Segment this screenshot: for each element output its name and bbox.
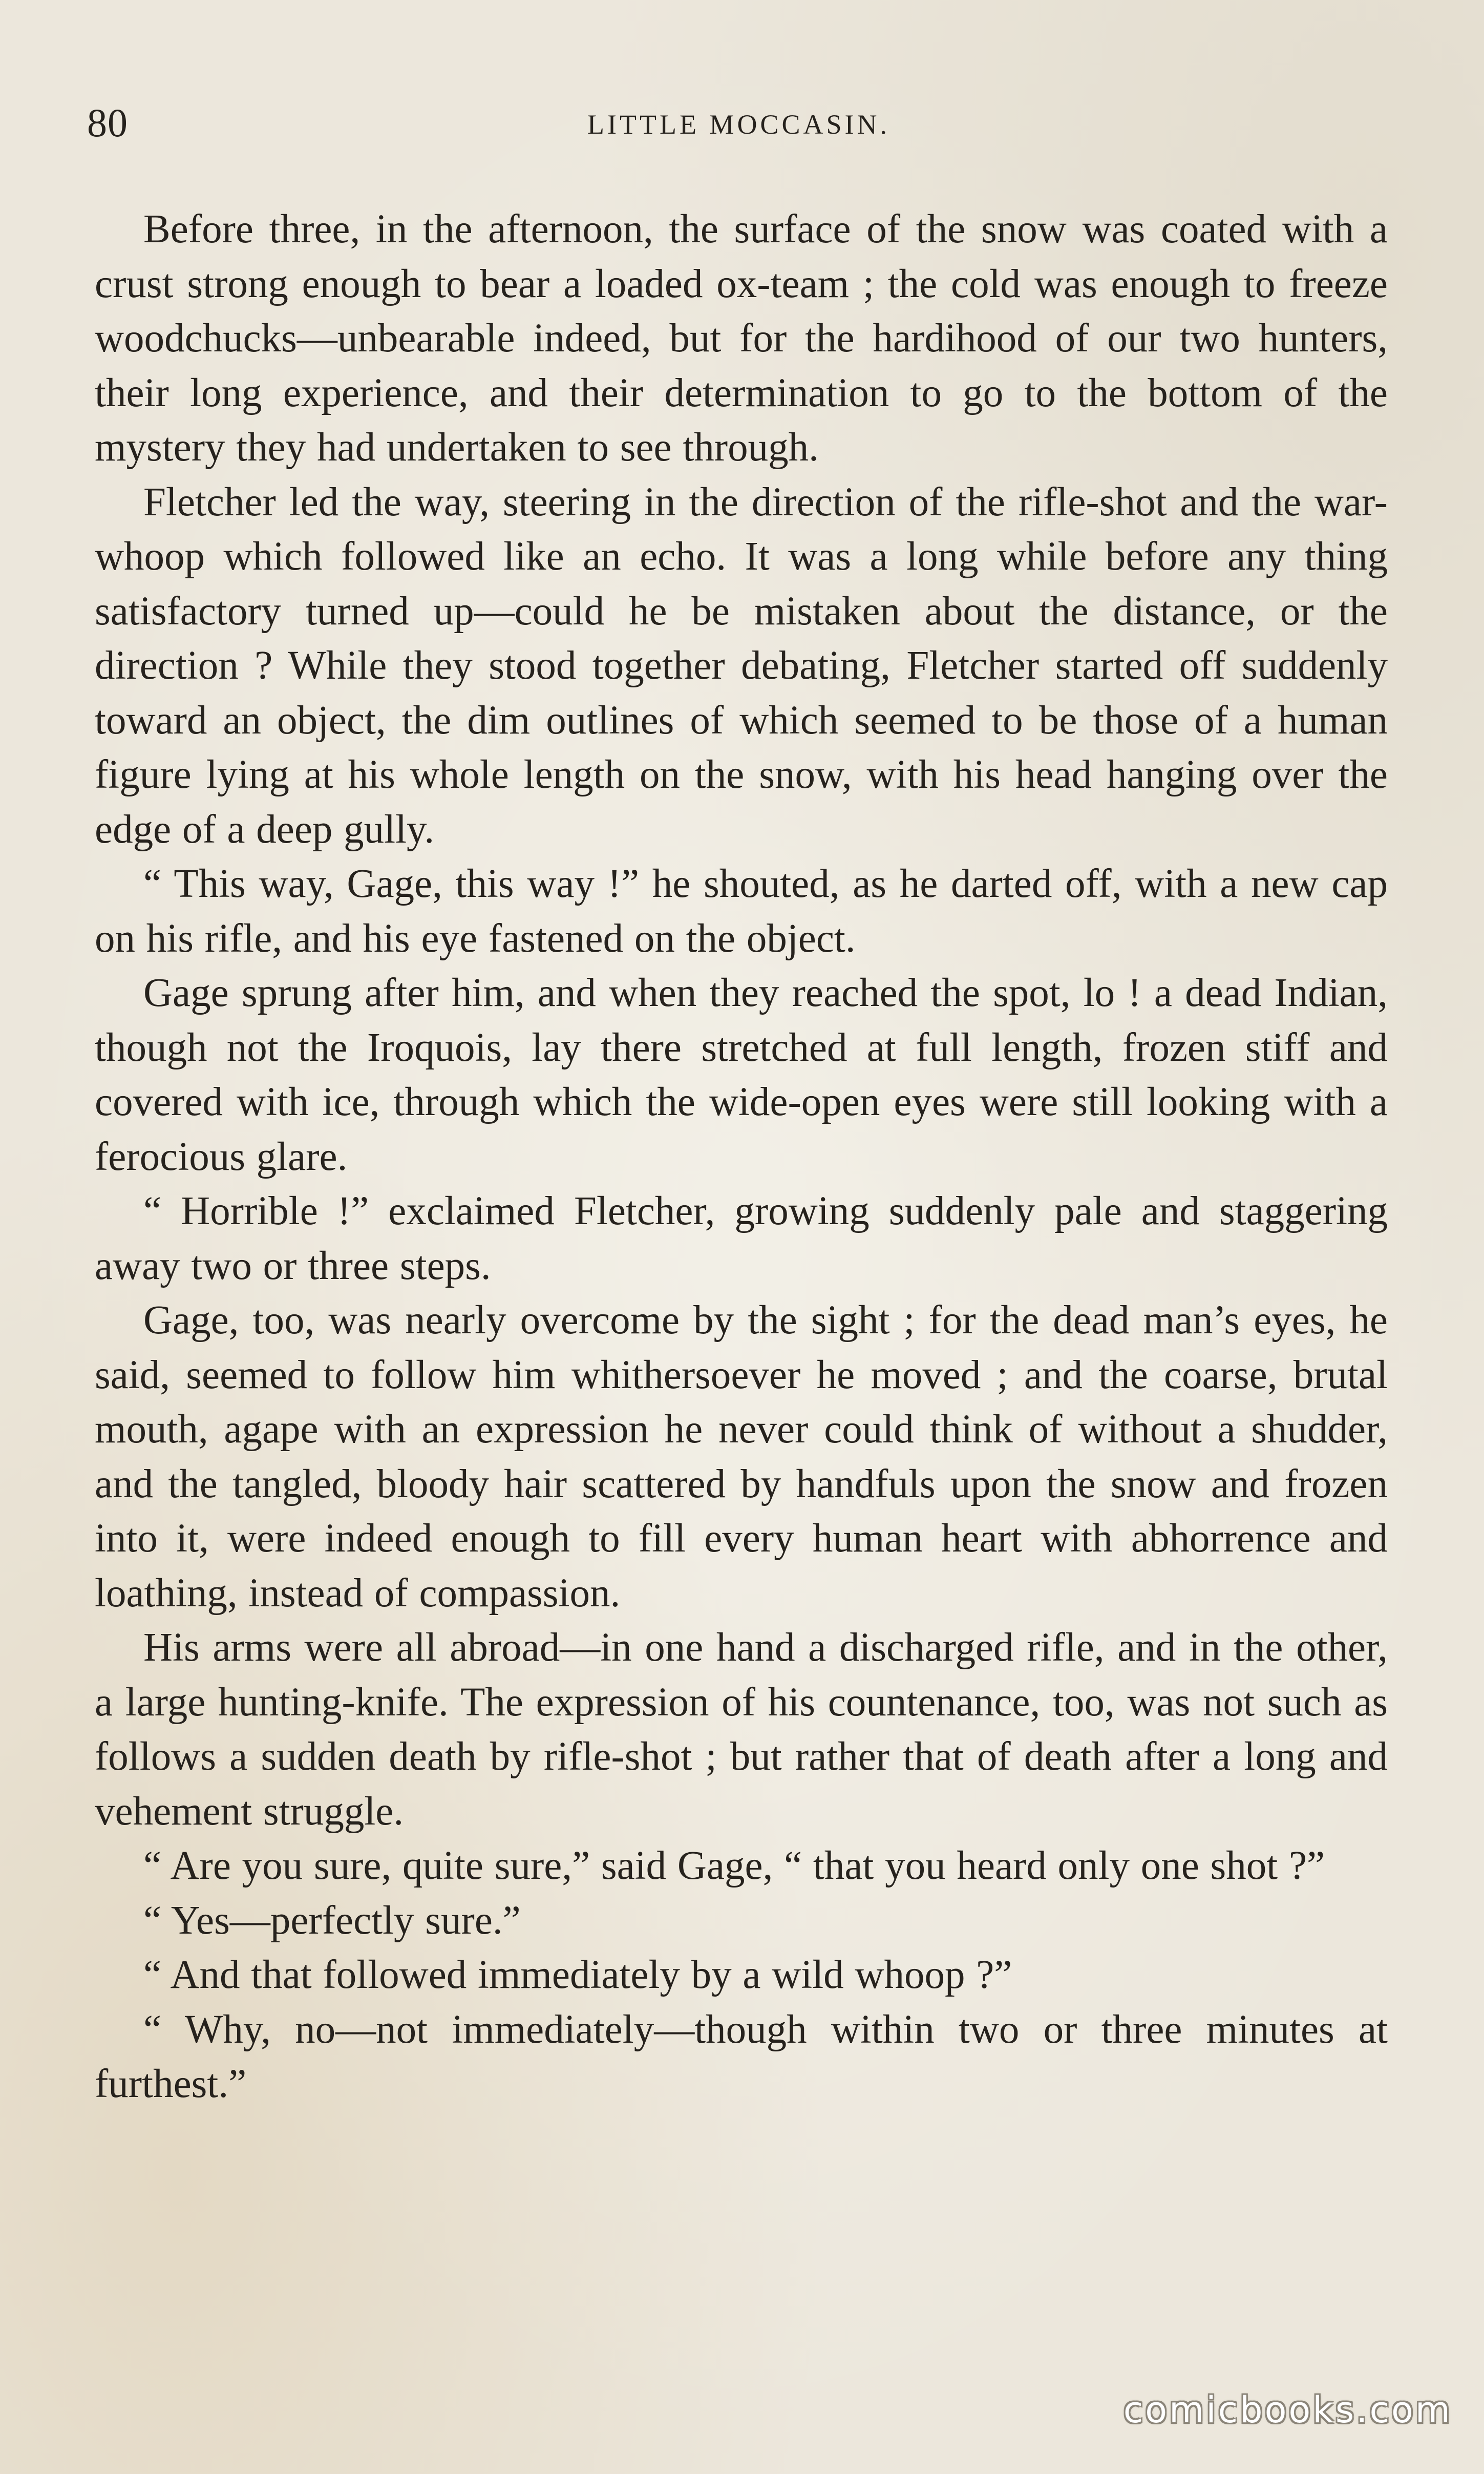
page-number: 80 <box>87 100 128 145</box>
paragraph: Fletcher led the way, steering in the direction of the rifle-shot and the war-whoop which followed like an echo. It was a long while before any thing satisfactory turned up—could he be mistaken about the distance, or the direction ? While they stood together debating, Fletcher started off suddenly toward an object, the dim outlines of which seemed to be those of a human figure lying at his whole length on the snow, with his head hanging over the edge of a deep gully. <box>95 479 1388 852</box>
paragraph: “ And that followed immediately by a wild whoop ?” <box>143 1953 1012 1997</box>
page-header <box>87 100 1390 146</box>
running-head: LITTLE MOCCASIN. <box>587 109 890 140</box>
paragraph: “ Yes—perfectly sure.” <box>143 1898 521 1943</box>
paragraph: Gage sprung after him, and when they reached the spot, lo ! a dead Indian, though not the Iroquois, lay there stretched at full length, frozen stiff and covered with ice, through which the wide-open eyes were still looking with a ferocious glare. <box>95 971 1388 1179</box>
paragraph: “ This way, Gage, this way !” he shouted, as he darted off, with a new cap on his rifle, and his eye fastened on the object. <box>95 862 1388 961</box>
paragraph: “ Why, no—not immediately—though within two or three minutes at furthest.” <box>95 2007 1388 2106</box>
paragraph: “ Horrible !” exclaimed Fletcher, growing suddenly pale and staggering away two or three steps. <box>95 1189 1388 1288</box>
paragraph: Gage, too, was nearly overcome by the sight ; for the dead man’s eyes, he said, seemed to follow him whithersoever he moved ; and the coarse, brutal mouth, agape with an expression he never could think of without a shudder, and the tangled, bloody hair scattered by handfuls upon the snow and frozen into it, were indeed enough to fill every human heart with abhorrence and loathing, instead of compassion. <box>95 1298 1388 1616</box>
paragraph: Before three, in the afternoon, the surface of the snow was coated with a crust strong enough to bear a loaded ox-team ; the cold was enough to freeze woodchucks—unbearable indeed, but for the hardihood of our two hunters, their long experience, and their determination to go to the bottom of the mystery they had undertaken to see through. <box>95 207 1388 470</box>
watermark: comicbooks.com <box>1123 2389 1452 2431</box>
paragraph: “ Are you sure, quite sure,” said Gage, “ that you heard only one shot ?” <box>143 1843 1325 1888</box>
body-text <box>95 202 1388 2112</box>
paragraph: His arms were all abroad—in one hand a discharged rifle, and in the other, a large hunting-knife. The expression of his countenance, too, was not such as follows a sudden death by rifle-shot ; but rather that of death after a long and vehement struggle. <box>95 1625 1388 1834</box>
